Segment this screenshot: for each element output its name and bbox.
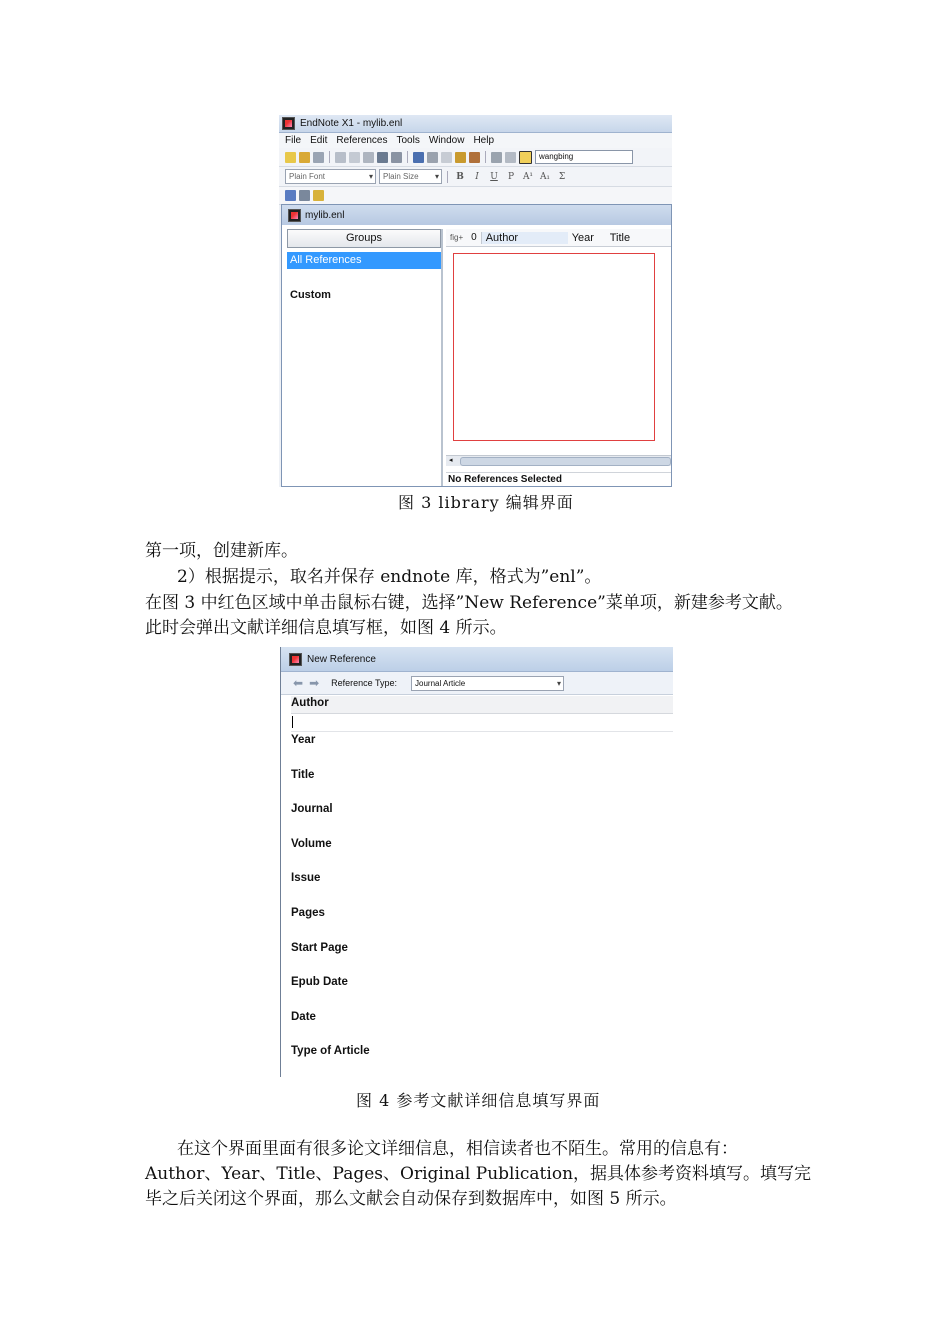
figure-column-icon[interactable]: fig+ — [450, 233, 464, 242]
menu-bar — [279, 133, 672, 148]
superscript-button[interactable]: A¹ — [522, 171, 534, 182]
paste-icon[interactable] — [363, 152, 374, 163]
paragraph-1: 第一项，创建新库。 — [145, 541, 298, 561]
red-highlight-area[interactable] — [453, 253, 655, 441]
export-icon[interactable] — [469, 152, 480, 163]
field-type-of-article[interactable]: Type of Article — [291, 1045, 370, 1058]
open-library-icon[interactable] — [299, 152, 310, 163]
reference-list[interactable] — [446, 229, 671, 486]
menu-help[interactable]: Help — [473, 135, 495, 146]
tree-icon[interactable] — [285, 190, 296, 201]
field-author: Author — [291, 696, 673, 714]
new-library-icon[interactable] — [285, 152, 296, 163]
field-start-page[interactable]: Start Page — [291, 941, 348, 954]
field-date[interactable]: Date — [291, 1010, 316, 1023]
groups-panel — [287, 229, 443, 486]
library-titlebar — [282, 205, 671, 225]
horizontal-scrollbar[interactable] — [446, 455, 671, 466]
toolbar-separator — [407, 151, 408, 163]
copy-icon[interactable] — [349, 152, 360, 163]
scroll-thumb[interactable] — [460, 457, 671, 466]
window-icon[interactable] — [519, 151, 532, 164]
author-input[interactable] — [291, 714, 673, 732]
reference-type-bar — [281, 672, 673, 695]
preview-icon[interactable] — [505, 152, 516, 163]
sort-icon[interactable] — [377, 152, 388, 163]
toolbar-separator — [485, 151, 486, 163]
italic-button[interactable]: I — [475, 171, 479, 182]
paragraph-5-line-3: 毕之后关闭这个界面，那么文献会自动保存到数据库中，如图 5 所示。 — [145, 1189, 677, 1209]
field-pages[interactable]: Pages — [291, 906, 325, 919]
plain-button[interactable]: P — [507, 171, 515, 182]
column-year[interactable]: Year — [571, 231, 594, 244]
symbol-button[interactable]: Σ — [558, 171, 566, 182]
size-select[interactable]: Plain Size ▾ — [379, 169, 442, 184]
endnote-library-screenshot — [279, 115, 672, 487]
filter-icon[interactable] — [313, 190, 324, 201]
column-title[interactable]: Title — [609, 231, 631, 244]
menu-references[interactable]: References — [336, 135, 388, 146]
figure-3-caption: 图 3 library 编辑界面 — [398, 493, 574, 512]
new-reference-title: New Reference — [307, 653, 376, 665]
list-icon[interactable] — [299, 190, 310, 201]
endnote-app-icon — [282, 117, 295, 130]
app-titlebar — [279, 115, 672, 133]
field-title[interactable]: Title — [291, 768, 315, 781]
new-reference-screenshot — [280, 647, 673, 1077]
paragraph-5-line-2: Author、Year、Title、Pages、Original Publication，据具体参考资料填写。填写完 — [145, 1164, 812, 1184]
library-title: mylib.enl — [305, 209, 345, 221]
paragraph-2: 2）根据提示，取名并保存 endnote 库，格式为”enl”。 — [177, 567, 602, 587]
library-icon — [288, 209, 301, 222]
reference-type-label: Reference Type: — [331, 678, 397, 688]
new-reference-titlebar — [281, 647, 673, 672]
main-toolbar — [279, 148, 672, 167]
reference-list-header — [446, 229, 671, 247]
import-icon[interactable] — [455, 152, 466, 163]
paragraph-3: 在图 3 中红色区域中单击鼠标右键，选择”New Reference”菜单项，新建参考文献。 — [145, 593, 793, 613]
print-icon[interactable] — [313, 152, 324, 163]
toolbar-separator — [329, 151, 330, 163]
group-custom[interactable]: Custom — [290, 289, 331, 301]
toolbar-separator — [447, 171, 448, 183]
reference-type-select[interactable]: Journal Article ▾ — [411, 676, 564, 691]
field-journal[interactable]: Journal — [291, 803, 333, 816]
endnote-app-icon — [289, 653, 302, 666]
menu-file[interactable]: File — [285, 135, 302, 146]
field-epub-date[interactable]: Epub Date — [291, 976, 348, 989]
field-year[interactable]: Year — [291, 734, 316, 746]
paragraph-4: 此时会弹出文献详细信息填写框，如图 4 所示。 — [145, 618, 507, 638]
field-volume[interactable]: Volume — [291, 837, 332, 850]
underline-button[interactable]: U — [490, 171, 498, 182]
find-icon[interactable] — [427, 152, 438, 163]
group-all-references[interactable]: All References — [287, 252, 441, 269]
show-selected-icon[interactable] — [413, 152, 424, 163]
bold-button[interactable]: B — [456, 171, 464, 182]
column-author[interactable]: Author — [481, 232, 568, 244]
cut-icon[interactable] — [335, 152, 346, 163]
format-toolbar — [279, 167, 672, 187]
groups-header: Groups — [287, 229, 441, 248]
reference-fields — [291, 696, 673, 1077]
menu-edit[interactable]: Edit — [310, 135, 328, 146]
menu-tools[interactable]: Tools — [396, 135, 420, 146]
font-select[interactable]: Plain Font ▾ — [285, 169, 376, 184]
forward-arrow-icon[interactable]: ➡ — [309, 676, 320, 690]
subscript-button[interactable]: A₁ — [539, 171, 551, 182]
scroll-left-icon[interactable]: ◂ — [449, 457, 453, 464]
figure-4-caption: 图 4 参考文献详细信息填写界面 — [356, 1091, 601, 1110]
app-title: EndNote X1 - mylib.enl — [300, 118, 403, 129]
field-issue[interactable]: Issue — [291, 872, 321, 885]
library-window — [281, 204, 672, 487]
attach-icon[interactable] — [441, 152, 452, 163]
online-search-icon[interactable] — [491, 152, 502, 163]
paragraph-5-line-1: 在这个界面里面有很多论文详细信息，相信读者也不陌生。常用的信息有： — [177, 1139, 738, 1159]
back-arrow-icon[interactable]: ⬅ — [293, 676, 304, 690]
attachment-column-icon[interactable]: 0 — [471, 232, 477, 243]
extra-toolbar — [279, 187, 672, 205]
status-text: No References Selected — [446, 472, 671, 485]
user-field[interactable]: wangbing — [535, 150, 633, 164]
menu-window[interactable]: Window — [428, 135, 465, 146]
copy-formatted-icon[interactable] — [391, 152, 402, 163]
